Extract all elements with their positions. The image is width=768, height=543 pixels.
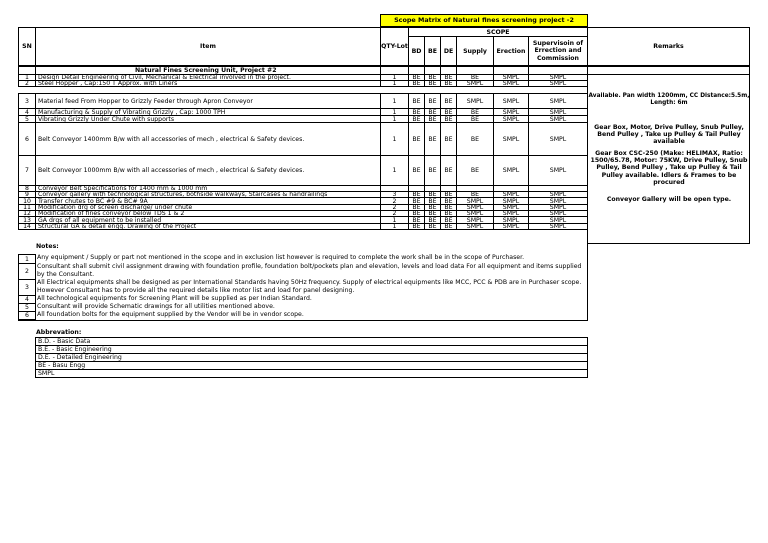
table-row-be: BE: [424, 191, 441, 198]
table-row-item: Belt Conveyor 1400mm B/w with all accessories of mech , electrical & Safety devices.: [35, 122, 381, 156]
table-row-sup: SMPL: [528, 108, 588, 116]
table-row-item: GA drgs of all equipment to be installed: [35, 216, 381, 224]
table-row-erection: SMPL: [493, 216, 529, 224]
note-text: Consultant shall submit civil assignment drawing with foundation profile, foundation bolt/pockets plan and elevation, levels and load data For all equipment and items supplied by the Consultant.: [37, 263, 582, 278]
table-row-sup: SMPL: [528, 210, 588, 217]
table-row-de: BE: [440, 191, 457, 198]
table-row-item: Modification of fines conveyor below TDS 1 & 2: [35, 210, 381, 217]
table-row-qty: 1: [380, 216, 409, 224]
table-row-sup: SMPL: [528, 122, 588, 156]
table-row-sn: 11: [18, 204, 36, 211]
table-row-erection: SMPL: [493, 197, 529, 205]
remark-row-3: Available. Pan width 1200mm, CC Distance:5.5m, Length: 6m: [588, 93, 750, 107]
table-row-qty: 1: [380, 122, 409, 156]
notes-bottom-rule: [18, 320, 588, 321]
header-remarks: Remarks: [587, 27, 750, 66]
note-number: 2: [18, 263, 36, 280]
table-row-sn: 1: [18, 74, 36, 81]
table-row-sup: SMPL: [528, 223, 588, 230]
table-row-bd: BE: [408, 93, 425, 109]
table-row-sup: SMPL: [528, 80, 588, 87]
table-row-sn: 8: [18, 185, 36, 192]
table-row-de: BE: [440, 122, 457, 156]
note-number: 6: [18, 311, 36, 320]
table-row-supply: BE: [456, 122, 494, 156]
abbreviation-item: B.E. - Basic Engineering: [35, 345, 588, 354]
table-row-qty: 1: [380, 80, 409, 87]
notes-right-rule: [587, 243, 588, 321]
table-row-be: BE: [424, 197, 441, 205]
table-row-be: BE: [424, 108, 441, 116]
table-row-supply: SMPL: [456, 80, 494, 87]
table-row-sn: 4: [18, 108, 36, 116]
table-row-sn: 5: [18, 115, 36, 123]
table-row-sup: SMPL: [528, 155, 588, 186]
table-row-item: Transfer chutes to BC #9 & BC# 9A: [35, 197, 381, 205]
remark-row-7: Gear Box CSC-250 (Make: HELIMAX, Ratio: 1500/65.78, Motor: 75KW, Drive Pulley, Snub Pulley, Bend Pulley , Take up Pulley & Tail Pulley available. Idlers & Frames to be procured: [590, 150, 748, 186]
note-text: Any equipment / Supply or part not mentioned in the scope and in exclusion list however is required to complete the work shall be in the scope of Purchaser.: [37, 254, 525, 261]
table-row-item: Conveyor Belt Specifications for 1400 mm & 1000 mm: [35, 185, 381, 192]
notes-title: Notes:: [36, 243, 59, 250]
table-row-bd: BE: [408, 216, 425, 224]
table-row-bd: BE: [408, 74, 425, 81]
table-row-supply: SMPL: [456, 204, 494, 211]
table-row-be: BE: [424, 204, 441, 211]
table-row-sup: SMPL: [528, 216, 588, 224]
header-scope: SCOPE: [408, 27, 588, 37]
note-text: All Electrical equipments shall be designed as per International Standards having 50Hz frequency. Supply of electrical equipments like MCC, PCC & PDB are in Purchaser scope. However Consultant has to provide all the required details like motor list and load for panel designing.: [37, 279, 582, 294]
table-row-qty: 2: [380, 210, 409, 217]
table-row-bd: BE: [408, 204, 425, 211]
table-row-erection: SMPL: [493, 115, 529, 123]
note-number: 5: [18, 303, 36, 312]
table-row-de: BE: [440, 108, 457, 116]
table-row-item: Manufacturing & Supply of Vibrating Grizzly , Cap: 1000 TPH: [35, 108, 381, 116]
table-row-be: BE: [424, 216, 441, 224]
note-text: All technological equipments for Screening Plant will be supplied as per Indian Standard.: [37, 295, 312, 302]
table-row-erection: SMPL: [493, 210, 529, 217]
table-row-qty: 3: [380, 191, 409, 198]
section-title: Natural Fines Screening Unit, Project #2: [135, 67, 277, 74]
abbreviation-item: BE - Basu Engg: [35, 361, 588, 370]
table-row-supply: SMPL: [456, 197, 494, 205]
table-row-supply: SMPL: [456, 93, 494, 109]
table-row-sup: SMPL: [528, 204, 588, 211]
note-number: 4: [18, 295, 36, 304]
table-row-bd: BE: [408, 223, 425, 230]
header-bd: BD: [408, 36, 425, 66]
table-row-item: Vibrating Grizzly Under Chute with supports: [35, 115, 381, 123]
table-row-sn: 3: [18, 93, 36, 109]
table-row-be: BE: [424, 115, 441, 123]
sheet-title: Scope Matrix of Natural fines screening project -2: [380, 14, 588, 27]
table-row-de: BE: [440, 74, 457, 81]
header-qty: QTY-Lot: [380, 27, 409, 66]
table-row-de: BE: [440, 155, 457, 186]
table-row-erection: SMPL: [493, 74, 529, 81]
header-be: BE: [424, 36, 441, 66]
table-row-qty: 2: [380, 204, 409, 211]
table-row-bd: BE: [408, 122, 425, 156]
table-row-bd: BE: [408, 115, 425, 123]
table-row-sn: 2: [18, 80, 36, 87]
note-text: Consultant will provide Schematic drawings for all utilities mentioned above.: [37, 303, 275, 310]
header-item: Item: [35, 27, 381, 66]
header-de: DE: [440, 36, 457, 66]
table-row-de: BE: [440, 204, 457, 211]
table-row-erection: SMPL: [493, 191, 529, 198]
table-row-de: BE: [440, 80, 457, 87]
abbreviation-item: D.E. - Detailed Engineering: [35, 353, 588, 362]
table-row-erection: SMPL: [493, 122, 529, 156]
note-number: 1: [18, 254, 36, 264]
table-row-erection: SMPL: [493, 223, 529, 230]
table-row-qty: 1: [380, 93, 409, 109]
table-row-sn: 6: [18, 122, 36, 156]
header-erection: Erection: [493, 36, 529, 66]
table-row-sn: 12: [18, 210, 36, 217]
table-row-bd: BE: [408, 191, 425, 198]
table-row-supply: BE: [456, 115, 494, 123]
header-sn: SN: [18, 27, 36, 66]
table-row-sup: SMPL: [528, 74, 588, 81]
table-row-bd: BE: [408, 155, 425, 186]
table-row-de: BE: [440, 223, 457, 230]
table-row-de: BE: [440, 210, 457, 217]
header-supervision: Supervisoin of Errection and Commission: [528, 36, 588, 66]
table-row-item: Conveyor gallery with technological structures, bothside walkways, Staircases & handrailings: [35, 191, 381, 198]
note-number: 3: [18, 279, 36, 296]
table-row-de: BE: [440, 93, 457, 109]
table-row-be: BE: [424, 93, 441, 109]
table-row-sn: 7: [18, 155, 36, 186]
table-row-supply: BE: [456, 155, 494, 186]
table-row-sn: 10: [18, 197, 36, 205]
table-row-be: BE: [424, 155, 441, 186]
table-row-erection: SMPL: [493, 93, 529, 109]
table-row-item: Modification drg of screen discharge/ under chute: [35, 204, 381, 211]
table-row-qty: 2: [380, 197, 409, 205]
table-row-item: Material feed From Hopper to Grizzly Feeder through Apron Conveyor: [35, 93, 381, 109]
table-row-be: BE: [424, 210, 441, 217]
table-row-sn: 14: [18, 223, 36, 230]
table-row-erection: SMPL: [493, 108, 529, 116]
table-row-de: BE: [440, 216, 457, 224]
abbreviation-title: Abbrevation:: [36, 329, 82, 336]
table-row-erection: SMPL: [493, 80, 529, 87]
table-row-item: Design Detail Engineering of Civil, Mechanical & Electrical involved in the project.: [35, 74, 381, 81]
table-row-qty: 1: [380, 74, 409, 81]
table-row-be: BE: [424, 223, 441, 230]
table-row-de: BE: [440, 115, 457, 123]
table-row-bd: BE: [408, 108, 425, 116]
table-row-sup: SMPL: [528, 93, 588, 109]
table-row-bd: BE: [408, 197, 425, 205]
table-row-erection: SMPL: [493, 204, 529, 211]
table-row-supply: SMPL: [456, 223, 494, 230]
table-row-be: BE: [424, 80, 441, 87]
table-row-sup: SMPL: [528, 115, 588, 123]
table-row-erection: SMPL: [493, 155, 529, 186]
table-row-sn: 9: [18, 191, 36, 198]
table-row-item: Structural GA & detail engg. Drawing of the Project: [35, 223, 381, 230]
table-row-bd: BE: [408, 80, 425, 87]
table-row-sup: SMPL: [528, 197, 588, 205]
table-row-sup: SMPL: [528, 191, 588, 198]
table-row-qty: 1: [380, 108, 409, 116]
table-row-bd: BE: [408, 210, 425, 217]
table-row-be: BE: [424, 74, 441, 81]
table-row-supply: BE: [456, 191, 494, 198]
header-supply: Supply: [456, 36, 494, 66]
table-row-sn: 13: [18, 216, 36, 224]
table-row-supply: SMPL: [456, 216, 494, 224]
table-row-supply: BE: [456, 108, 494, 116]
abbreviation-item: B.D. - Basic Data: [35, 337, 588, 346]
abbreviation-item: SMPL: [35, 369, 588, 378]
table-row-qty: 1: [380, 155, 409, 186]
table-row-supply: SMPL: [456, 210, 494, 217]
table-row-qty: 1: [380, 115, 409, 123]
table-row-supply: BE: [456, 74, 494, 81]
table-row-item: Belt Conveyor 1000mm B/w with all accessories of mech , electrical & Safety devices.: [35, 155, 381, 186]
note-text: All foundation bolts for the equipment supplied by the Vendor will be in vendor scope.: [37, 311, 304, 318]
remark-row-6: Gear Box, Motor, Drive Pulley, Snub Pulley, Bend Pulley , Take up Pulley & Tail Pulley available: [594, 124, 744, 146]
remark-row-9: Conveyor Gallery will be open type.: [606, 196, 732, 203]
table-row-de: BE: [440, 197, 457, 205]
table-row-item: Steel Hopper , Cap:150 T Approx. with Liners: [35, 80, 381, 87]
table-row-be: BE: [424, 122, 441, 156]
table-row-qty: 1: [380, 223, 409, 230]
